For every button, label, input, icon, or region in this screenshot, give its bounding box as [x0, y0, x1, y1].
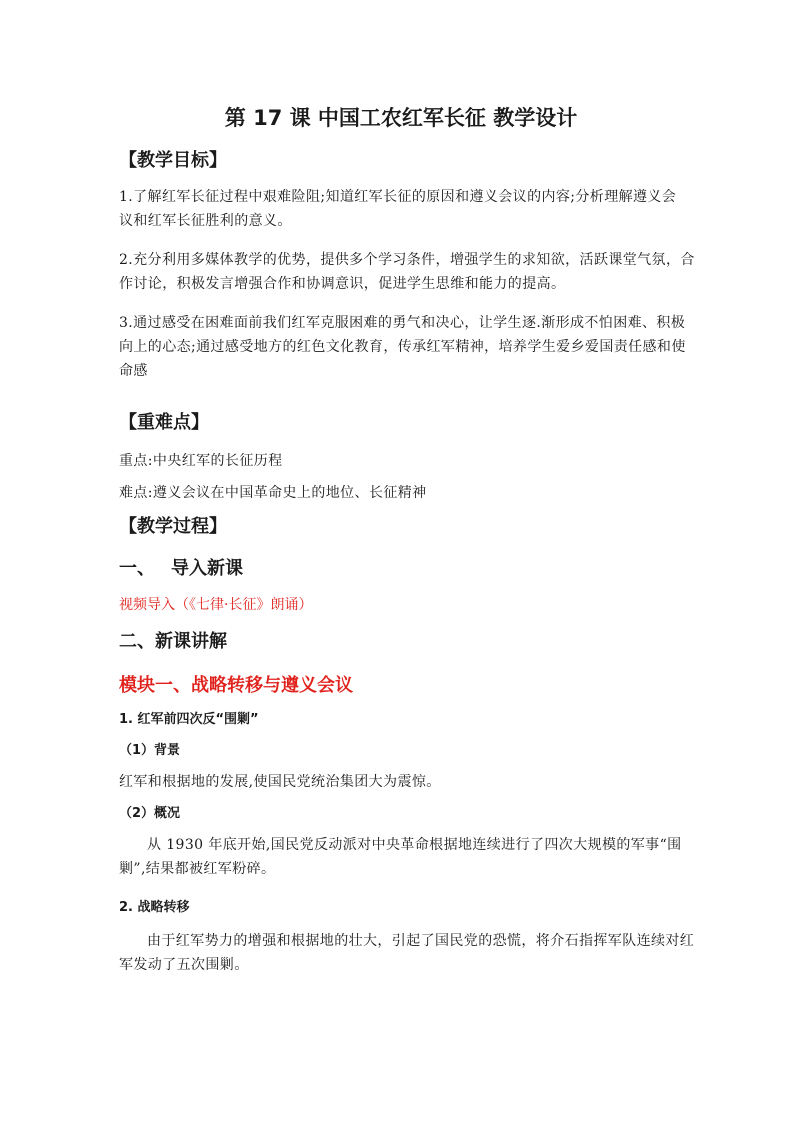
section-2-heading: 二、新课讲解: [119, 631, 227, 652]
item-1-sub-1-line: 红军和根据地的发展,使国民党统治集团大为震惊。: [119, 774, 441, 790]
module-1-heading: 模块一、战略转移与遵义会议: [119, 675, 353, 696]
item-2-heading: 2. 战略转移: [119, 900, 190, 915]
section-1-heading: [119, 557, 243, 581]
item-1-sub-1-text: [119, 770, 683, 794]
section-1-note: 视频导入（《七律·长征》朗诵）: [119, 597, 313, 613]
difficult-point: [119, 481, 683, 505]
item-1-heading: 1. 红军前四次反“围剿”: [119, 712, 259, 727]
section-1-title: 导入新课: [171, 558, 243, 579]
item-1-sub-2-text: [119, 833, 683, 881]
item-1-sub-2-heading: （2）概况: [119, 806, 181, 821]
item-2-line-2: 军发动了五次围剿。: [119, 957, 249, 973]
objective-3-line-3: 命感: [119, 363, 148, 379]
key-point: [119, 449, 683, 473]
item-1-sub-2-line-1: 从 1930 年底开始,国民党反动派对中央革命根据地连续进行了四次大规模的军事“围: [147, 837, 682, 853]
process-heading: 【教学过程】: [119, 516, 227, 537]
objective-3-line-2: 向上的心态;通过感受地方的红色文化教育，传承红军精神，培养学生爱乡爱国责任感和使: [119, 339, 686, 355]
document-title: 第 17 课 中国工农红军长征 教学设计: [224, 106, 578, 130]
key-point-text: 重点:中央红军的长征历程: [119, 453, 283, 469]
key-points-heading: 【重难点】: [119, 412, 209, 433]
difficult-point-text: 难点:遵义会议在中国革命史上的地位、长征精神: [119, 485, 427, 501]
objectives-heading: 【教学目标】: [119, 150, 227, 171]
item-2-text: [119, 929, 695, 977]
objective-2: [119, 248, 695, 296]
item-1-sub-2-line-2: 剿”,结果都被红军粉碎。: [119, 861, 276, 877]
objective-1-line-2: 议和红军长征胜利的意义。: [119, 213, 292, 229]
objective-2-line-1: 2.充分利用多媒体教学的优势，提供多个学习条件，增强学生的求知欲，活跃课堂气氛，合: [119, 252, 695, 268]
section-1-number: 一、: [119, 558, 155, 579]
objective-1: [119, 185, 683, 233]
item-2-line-1: 由于红军势力的增强和根据地的壮大，引起了国民党的恐慌，将介石指挥军队连续对红: [147, 933, 695, 949]
item-1-sub-1-heading: （1）背景: [119, 743, 181, 758]
objective-2-line-2: 作讨论，积极发言增强合作和协调意识，促进学生思维和能力的提高。: [119, 276, 566, 292]
objective-3: [119, 311, 686, 383]
objective-1-line-1: 1.了解红军长征过程中艰难险阻;知道红军长征的原因和遵义会议的内容;分析理解遵义会: [119, 189, 677, 205]
objective-3-line-1: 3.通过感受在困难面前我们红军克服困难的勇气和决心，让学生逐.渐形成不怕困难、积极: [119, 315, 686, 331]
